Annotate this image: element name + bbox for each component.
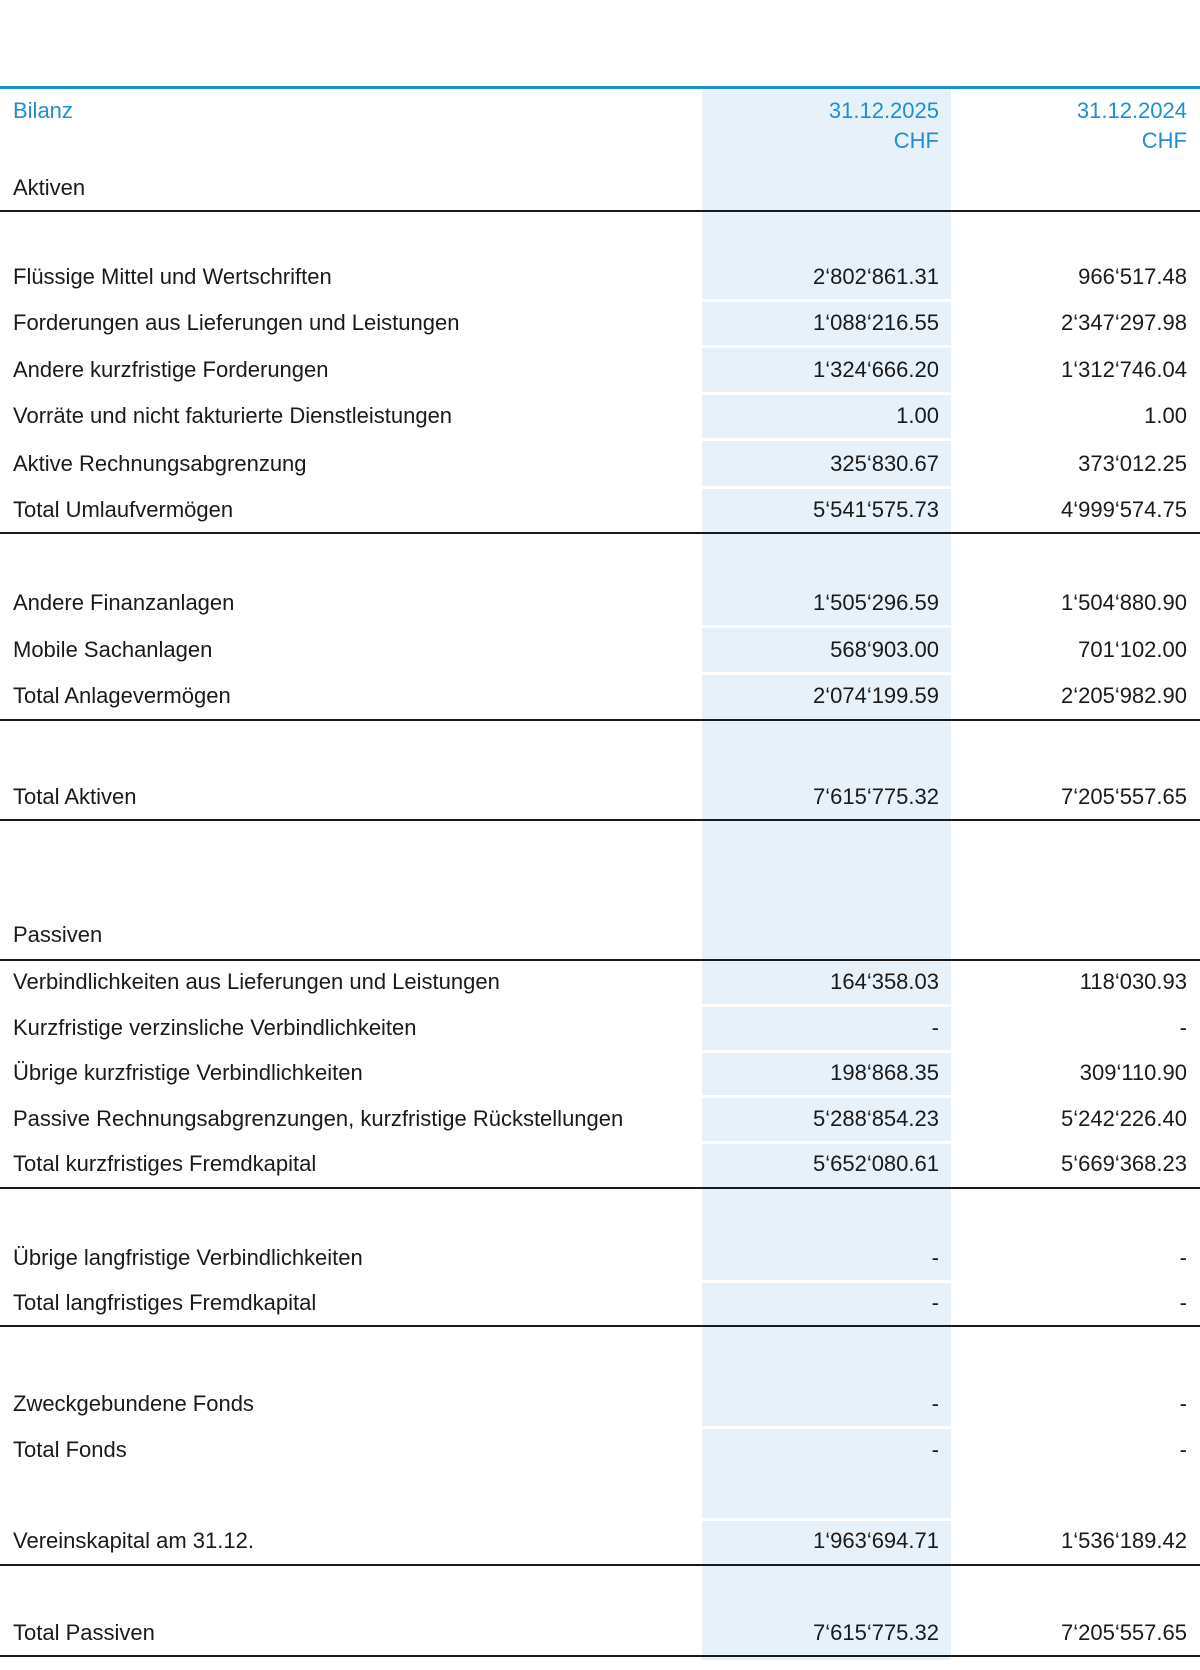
value-2025: 1‘505‘296.59 (812, 590, 939, 615)
table-row (0, 1013, 1200, 1043)
value-2025: 5‘288‘854.23 (812, 1106, 939, 1131)
table-row (0, 308, 1200, 338)
row-label: Flüssige Mittel und Wertschriften (13, 264, 332, 289)
row-label: Total Passiven (13, 1620, 155, 1645)
table-row (0, 967, 1200, 997)
table-row-total (0, 1149, 1200, 1179)
row-label: Übrige langfristige Verbindlichkeiten (13, 1245, 363, 1270)
value-2024: - (1179, 1391, 1187, 1416)
table-header-units (0, 126, 1200, 156)
table-row (0, 1526, 1200, 1556)
section-passiven: Passiven (13, 922, 103, 947)
value-2025: - (931, 1290, 939, 1315)
row-separator (702, 625, 951, 628)
rule-total-langfristiges-fremdkapital (0, 1325, 1200, 1327)
value-2024: 7‘205‘557.65 (1060, 784, 1187, 809)
table-row (0, 401, 1200, 431)
value-2024: 4‘999‘574.75 (1060, 497, 1187, 522)
row-label: Übrige kurzfristige Verbindlichkeiten (13, 1060, 363, 1085)
table-row-total (0, 1618, 1200, 1648)
row-label: Kurzfristige verzinsliche Verbindlichkeiten (13, 1015, 417, 1040)
column-2025-date: 31.12.2025 (828, 98, 939, 123)
value-2025: - (931, 1437, 939, 1462)
row-label: Verbindlichkeiten aus Lieferungen und Leistungen (13, 969, 500, 994)
table-row (0, 1389, 1200, 1419)
table-row (0, 635, 1200, 665)
value-2025: 568‘903.00 (830, 637, 939, 662)
rule-total-aktiven (0, 819, 1200, 821)
table-row (0, 262, 1200, 292)
value-2024: 309‘110.90 (1079, 1060, 1187, 1085)
row-separator (702, 1141, 951, 1144)
value-2025: - (931, 1015, 939, 1040)
table-row (0, 1058, 1200, 1088)
column-2024-unit: CHF (1141, 128, 1187, 153)
value-2024: 2‘205‘982.90 (1060, 683, 1187, 708)
value-2025: 325‘830.67 (830, 451, 939, 476)
row-separator (702, 1426, 951, 1429)
value-2025: - (931, 1391, 939, 1416)
value-2024: 1.00 (1144, 403, 1187, 428)
row-separator (702, 392, 951, 395)
rule-total-passiven (0, 1655, 1200, 1657)
table-row-total (0, 681, 1200, 711)
value-2024: 1‘312‘746.04 (1060, 357, 1187, 382)
row-label: Total Aktiven (13, 784, 137, 809)
row-separator (702, 1050, 951, 1053)
row-label: Vereinskapital am 31.12. (13, 1528, 254, 1553)
row-label: Andere kurzfristige Forderungen (13, 357, 329, 382)
value-2024: 7‘205‘557.65 (1060, 1620, 1187, 1645)
row-separator (702, 1518, 951, 1521)
table-row (0, 355, 1200, 385)
value-2025: 1.00 (896, 403, 939, 428)
row-separator (702, 1280, 951, 1283)
value-2025: 5‘652‘080.61 (812, 1151, 939, 1176)
row-label: Andere Finanzanlagen (13, 590, 235, 615)
value-2025: 1‘963‘694.71 (812, 1528, 939, 1553)
row-label: Total langfristiges Fremdkapital (13, 1290, 317, 1315)
table-title: Bilanz (13, 98, 73, 123)
row-separator (702, 438, 951, 441)
row-separator (702, 1004, 951, 1007)
value-2024: - (1179, 1015, 1187, 1040)
value-2024: 5‘242‘226.40 (1060, 1106, 1187, 1131)
value-2024: 1‘504‘880.90 (1060, 590, 1187, 615)
table-row-total (0, 782, 1200, 812)
table-row (0, 1104, 1200, 1134)
value-2024: 118‘030.93 (1079, 969, 1187, 994)
value-2024: 1‘536‘189.42 (1060, 1528, 1187, 1553)
row-separator (702, 672, 951, 675)
value-2025: 198‘868.35 (830, 1060, 939, 1085)
row-label: Forderungen aus Lieferungen und Leistungen (13, 310, 460, 335)
value-2025: 164‘358.03 (830, 969, 939, 994)
table-row-total (0, 1288, 1200, 1318)
row-label: Total kurzfristiges Fremdkapital (13, 1151, 317, 1176)
row-label: Aktive Rechnungsabgrenzung (13, 451, 307, 476)
table-row-total (0, 495, 1200, 525)
value-2025: - (931, 1245, 939, 1270)
table-header (0, 96, 1200, 126)
row-separator (702, 345, 951, 348)
rule-passiven (0, 959, 1200, 961)
table-row-total (0, 1435, 1200, 1465)
row-label: Zweckgebundene Fonds (13, 1391, 254, 1416)
rule-total-umlaufvermoegen (0, 532, 1200, 534)
header-top-rule (0, 86, 1200, 89)
value-2024: - (1179, 1290, 1187, 1315)
rule-vereinskapital (0, 1564, 1200, 1566)
rule-total-kurzfristiges-fremdkapital (0, 1187, 1200, 1189)
rule-aktiven (0, 210, 1200, 212)
value-2025: 1‘324‘666.20 (812, 357, 939, 382)
value-2024: 5‘669‘368.23 (1060, 1151, 1187, 1176)
rule-total-anlagevermoegen (0, 719, 1200, 721)
value-2025: 5‘541‘575.73 (812, 497, 939, 522)
value-2025: 2‘074‘199.59 (812, 683, 939, 708)
value-2024: 373‘012.25 (1078, 451, 1187, 476)
table-row (0, 1243, 1200, 1273)
value-2024: - (1179, 1437, 1187, 1462)
value-2024: 701‘102.00 (1078, 637, 1187, 662)
row-label: Passive Rechnungsabgrenzungen, kurzfristige Rückstellungen (13, 1106, 624, 1131)
value-2025: 1‘088‘216.55 (812, 310, 939, 335)
table-row (0, 449, 1200, 479)
row-separator (702, 486, 951, 489)
value-2025: 2‘802‘861.31 (812, 264, 939, 289)
row-separator (702, 1095, 951, 1098)
value-2025: 7‘615‘775.32 (812, 1620, 939, 1645)
table-row (0, 588, 1200, 618)
section-aktiven: Aktiven (13, 175, 86, 200)
value-2024: 966‘517.48 (1078, 264, 1187, 289)
row-label: Mobile Sachanlagen (13, 637, 213, 662)
row-separator (702, 299, 951, 302)
column-2025-unit: CHF (893, 128, 939, 153)
row-label: Total Umlaufvermögen (13, 497, 234, 522)
value-2024: 2‘347‘297.98 (1060, 310, 1187, 335)
row-label: Vorräte und nicht fakturierte Dienstleistungen (13, 403, 453, 428)
value-2024: - (1179, 1245, 1187, 1270)
column-2024-date: 31.12.2024 (1076, 98, 1187, 123)
value-2025: 7‘615‘775.32 (812, 784, 939, 809)
row-label: Total Anlagevermögen (13, 683, 231, 708)
row-label: Total Fonds (13, 1437, 127, 1462)
